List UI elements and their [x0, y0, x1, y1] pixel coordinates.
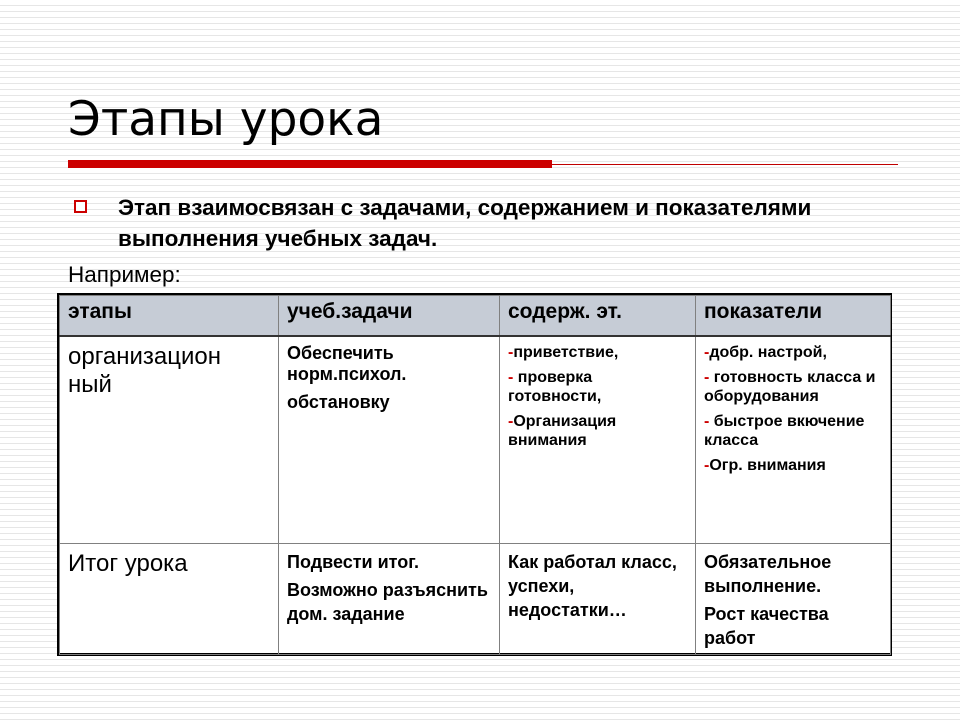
- cell-content: [500, 336, 696, 544]
- dash-marker: -: [704, 344, 710, 361]
- task-line: обстановку: [287, 392, 390, 412]
- slide-title: Этапы урока: [68, 92, 384, 147]
- title-underline-thick: [68, 160, 552, 168]
- indicator-line: -Огр. внимания: [704, 457, 826, 474]
- table-row: [60, 336, 891, 544]
- cell-content: [500, 544, 696, 655]
- dash-marker: -: [508, 344, 514, 361]
- cell-stage: Итог урока: [60, 544, 279, 655]
- dash-marker: -: [704, 369, 710, 386]
- dash-marker: -: [508, 413, 514, 430]
- header-tasks: учеб.задачи: [279, 296, 500, 337]
- cell-tasks: [279, 336, 500, 544]
- content-line: Как работал класс, успехи, недостатки…: [508, 552, 677, 620]
- stages-table: [57, 293, 892, 656]
- dash-marker: -: [704, 457, 710, 474]
- header-content: содерж. эт.: [500, 296, 696, 337]
- indicator-line: Обязательное выполнение.: [704, 552, 832, 596]
- dash-marker: -: [508, 369, 514, 386]
- header-stages: этапы: [60, 296, 279, 337]
- header-indicators: показатели: [696, 296, 891, 337]
- content-line: - проверка готовности,: [508, 369, 602, 405]
- indicator-line: Рост качества работ: [704, 604, 829, 648]
- cell-indicators: [696, 336, 891, 544]
- content-line: -Организация внимания: [508, 413, 617, 449]
- cell-stage: организацион ный: [60, 336, 279, 544]
- task-line: Обеспечить норм.психол.: [287, 343, 407, 384]
- task-line: Возможно разъяснить дом. задание: [287, 580, 488, 624]
- task-line: Подвести итог.: [287, 552, 419, 572]
- dash-marker: -: [704, 413, 710, 430]
- table-header-row: [60, 296, 891, 337]
- indicator-line: -добр. настрой,: [704, 344, 827, 361]
- bullet-square-icon: [74, 200, 87, 213]
- indicator-line: - готовность класса и оборудования: [704, 369, 876, 405]
- bullet-text: Этап взаимосвязан с задачами, содержанием и показателями выполнения учебных задач.: [118, 195, 812, 251]
- example-label: Например:: [68, 262, 181, 287]
- cell-tasks: [279, 544, 500, 655]
- table-row: [60, 544, 891, 655]
- cell-indicators: [696, 544, 891, 655]
- content-line: -приветствие,: [508, 344, 619, 361]
- indicator-line: - быстрое вкючение класса: [704, 413, 865, 449]
